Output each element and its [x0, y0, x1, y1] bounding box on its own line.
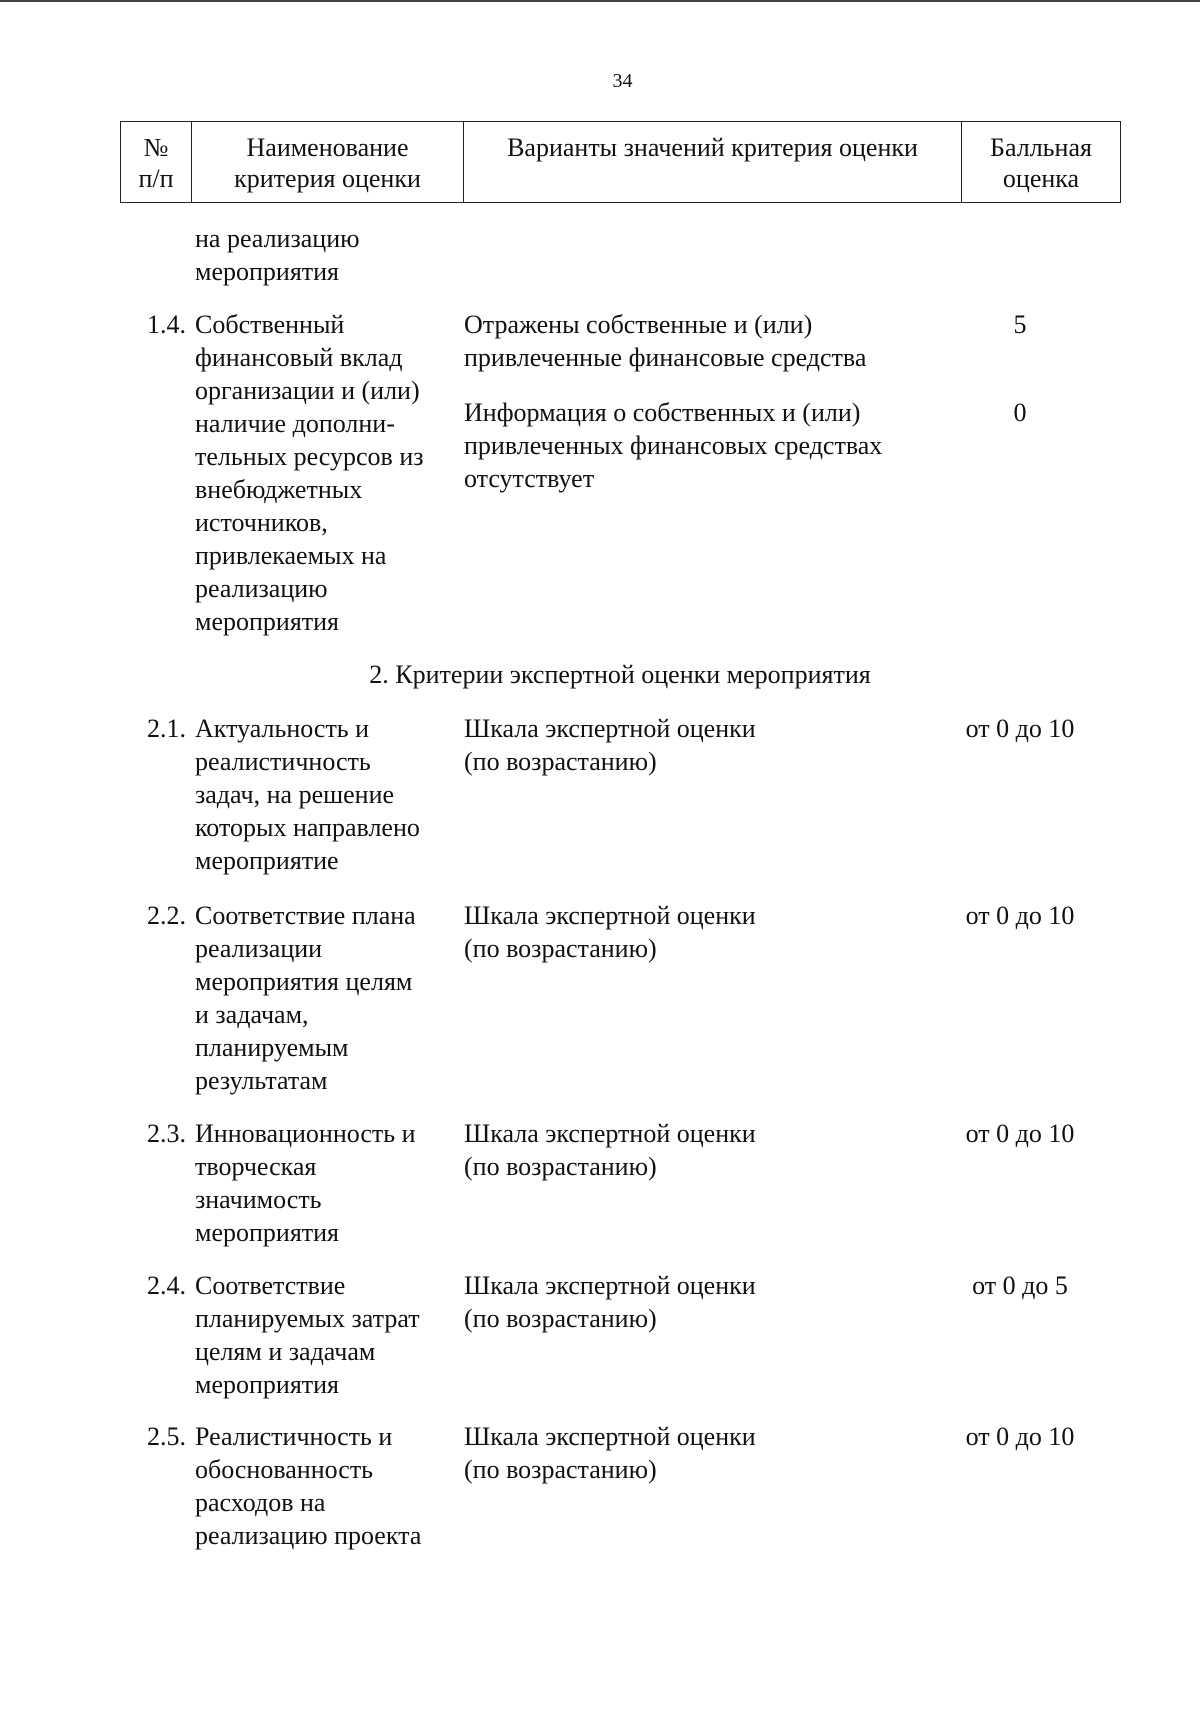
row-2-3-score: от 0 до 10	[965, 1119, 1075, 1148]
continuation-name: на реализацию мероприятия	[195, 224, 360, 286]
row-2-2-variant: Шкала экспертной оценки (по возрастанию)	[464, 901, 756, 963]
section-2-title: 2. Критерии экспертной оценки мероприятия	[369, 660, 871, 689]
row-2-3-variant: Шкала экспертной оценки (по возрастанию)	[464, 1119, 756, 1181]
row-2-1-name: Актуальность и реалистичность задач, на решение которых направлено мероприятие	[195, 714, 420, 875]
row-2-5-variant: Шкала экспертной оценки (по возрастанию)	[464, 1422, 756, 1484]
row-2-1-num: 2.1.	[147, 714, 186, 743]
row-2-5-num: 2.5.	[147, 1422, 186, 1451]
header-row	[121, 122, 1121, 203]
row-2-4-variant: Шкала экспертной оценки (по возрастанию)	[464, 1271, 756, 1333]
row-1-4-score-1: 5	[1013, 310, 1027, 339]
row-2-3-name: Инновационность и творческая значимость мероприятия	[195, 1119, 416, 1247]
header-variants: Варианты значений критерия оценки	[464, 122, 962, 203]
row-2-4-num: 2.4.	[147, 1271, 186, 1300]
row-1-4-option-2: Информация о собственных и (или) привлеченных финансовых средствах отсутствует	[464, 398, 883, 493]
row-2-1-variant: Шкала экспертной оценки (по возрастанию)	[464, 714, 756, 776]
table-header	[120, 121, 1121, 203]
header-score: Балльная оценка	[962, 122, 1121, 203]
row-1-4-option-1: Отражены собственные и (или) привлеченные финансовые средства	[464, 310, 867, 372]
row-1-4-num: 1.4.	[147, 310, 186, 339]
top-border-line	[0, 0, 1200, 2]
row-2-3-num: 2.3.	[147, 1119, 186, 1148]
row-1-4-name: Собственный финансовый вклад организации и (или) наличие дополни- тельных ресурсов из внебюджетных источников, привлекаемых на реализацию мероприятия	[195, 310, 424, 636]
row-2-5-name: Реалистичность и обоснованность расходов на реализацию проекта	[195, 1422, 422, 1550]
row-2-2-num: 2.2.	[147, 901, 186, 930]
page-number: 34	[612, 70, 633, 92]
row-2-4-name: Соответствие планируемых затрат целям и задачам мероприятия	[195, 1271, 420, 1399]
header-num: № п/п	[121, 122, 192, 203]
row-2-2-score: от 0 до 10	[965, 901, 1075, 930]
row-1-4-score-2: 0	[1013, 398, 1027, 427]
row-2-2-name: Соответствие плана реализации мероприятия целям и задачам, планируемым результатам	[195, 901, 416, 1095]
row-2-1-score: от 0 до 10	[965, 714, 1075, 743]
row-2-5-score: от 0 до 10	[965, 1422, 1075, 1451]
row-2-4-score: от 0 до 5	[972, 1271, 1068, 1300]
header-criterion-name: Наименование критерия оценки	[192, 122, 464, 203]
